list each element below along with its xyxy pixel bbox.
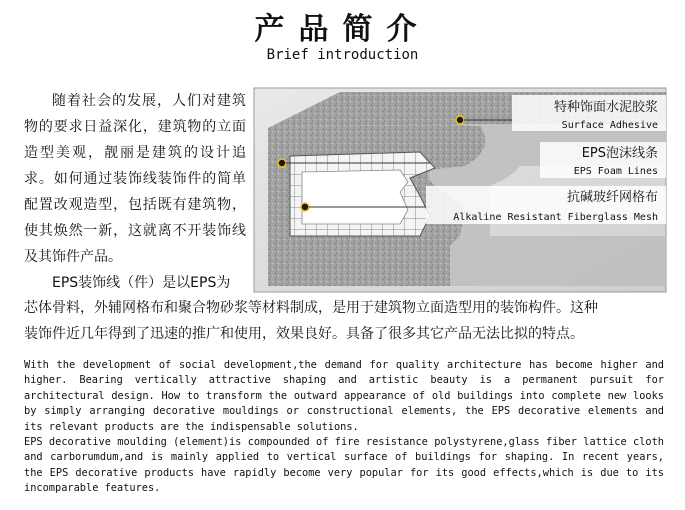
english-intro-paragraph: With the development of social development,the demand for quality architecture has become higher and higher. Bearing vertically attractive shaping and artistic beauty is a permanent pursuit for architectural design. How to transform the outward appearance of old buildings into complete new looks by simply arranging decorative mouldings or constructional elements, the EPS decorative elements and its relevant products are the indispensable solutions. [24, 359, 664, 433]
page-subtitle: Brief introduction [266, 47, 419, 63]
moulding-cross-section-diagram [250, 86, 670, 294]
label-surface-adhesive-cn: 特种饰面水泥胶浆 [553, 100, 658, 115]
english-intro [24, 358, 664, 497]
english-intro-paragraph: EPS decorative moulding (element)is compounded of fire resistance polystyrene,glass fiber lattice cloth and carborumdum,and is mainly applied to vertical surface of buildings for shaping. In recent years, the EPS decorative products have rapidly become very popular for its good effects,which is due to its incomparable features. [24, 436, 664, 495]
chinese-intro-continued [24, 295, 664, 347]
label-fiberglass-mesh-cn: 抗碱玻纤网格布 [566, 190, 658, 205]
chinese-intro-line: 装饰件近几年得到了迅速的推广和使用，效果良好。具备了很多其它产品无法比拟的特点。 [24, 326, 584, 342]
chinese-intro-paragraph: 随着社会的发展，人们对建筑物的要求日益深化，建筑物的立面造型美观，靓丽是建筑的设计追求。如何通过装饰线装饰件的简单配置改观造型，包括既有建筑物，使其焕然一新，这就离不开装饰线及其饰件产品。 [24, 93, 246, 265]
page-title: 产品简介 [254, 12, 431, 47]
label-eps-foam-cn: EPS泡沫线条 [581, 146, 658, 161]
chinese-intro-paragraph-2-start: EPS装饰线（件）是以EPS为 [52, 275, 231, 291]
chinese-intro-line: 芯体骨料，外辅网格布和聚合物砂浆等材料制成，是用于建筑物立面造型用的装饰构件。这种 [24, 300, 598, 316]
label-surface-adhesive-en: Surface Adhesive [561, 120, 658, 131]
label-fiberglass-mesh-en: Alkaline Resistant Fiberglass Mesh [453, 212, 658, 223]
label-eps-foam-en: EPS Foam Lines [573, 166, 658, 177]
chinese-intro-column [24, 88, 246, 296]
